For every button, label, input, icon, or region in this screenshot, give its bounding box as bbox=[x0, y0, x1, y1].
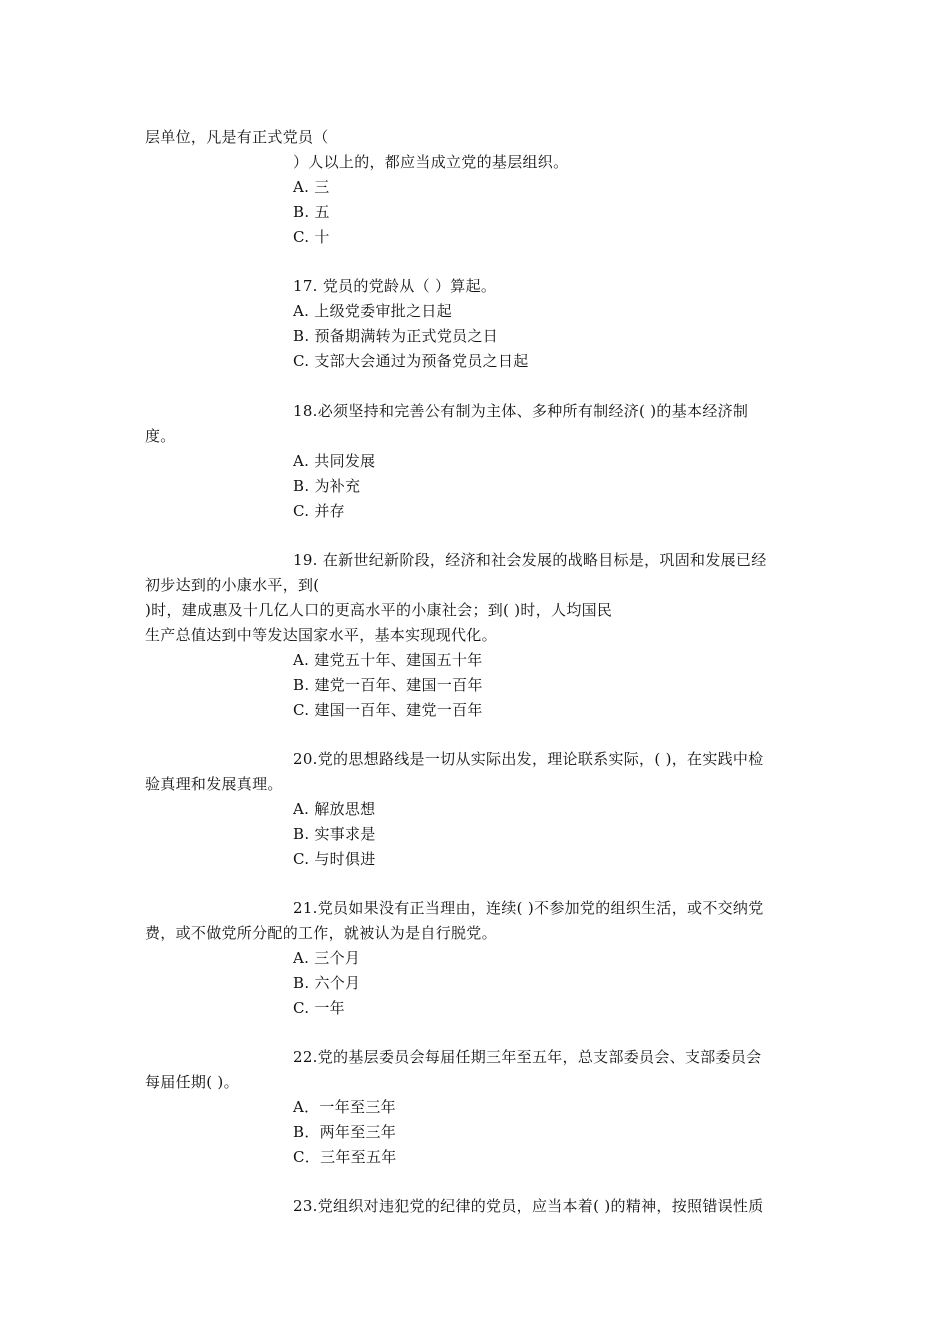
q16-option-b: B. 五 bbox=[293, 203, 330, 221]
q18-option-a: A. 共同发展 bbox=[293, 452, 376, 470]
q19-text-line-3: )时，建成惠及十几亿人口的更高水平的小康社会；到( )时，人均国民 bbox=[145, 601, 613, 619]
q22-option-a: A．一年至三年 bbox=[293, 1098, 396, 1116]
q22-option-c: C．三年至五年 bbox=[293, 1148, 397, 1166]
q22-text-line-1: 22.党的基层委员会每届任期三年至五年，总支部委员会、支部委员会 bbox=[293, 1048, 762, 1066]
q21-option-b: B. 六个月 bbox=[293, 974, 361, 992]
q16-text-line-1: 层单位，凡是有正式党员（ bbox=[145, 128, 329, 146]
q20-option-c: C. 与时俱进 bbox=[293, 850, 376, 868]
q19-option-c: C. 建国一百年、建党一百年 bbox=[293, 701, 483, 719]
q19-text-line-1: 19. 在新世纪新阶段，经济和社会发展的战略目标是，巩固和发展已经 bbox=[293, 551, 767, 569]
q17-option-b: B. 预备期满转为正式党员之日 bbox=[293, 327, 499, 345]
q19-option-a: A. 建党五十年、建国五十年 bbox=[293, 651, 483, 669]
q16-option-a: A. 三 bbox=[293, 178, 330, 196]
q16-option-c: C. 十 bbox=[293, 228, 330, 246]
q20-text-line-1: 20.党的思想路线是一切从实际出发，理论联系实际，( )，在实践中检 bbox=[293, 750, 764, 768]
q20-option-a: A. 解放思想 bbox=[293, 800, 376, 818]
q19-text-line-2: 初步达到的小康水平，到( bbox=[145, 576, 320, 594]
q22-text-line-2: 每届任期( )。 bbox=[145, 1073, 239, 1091]
q21-option-c: C. 一年 bbox=[293, 999, 345, 1017]
q17-option-c: C. 支部大会通过为预备党员之日起 bbox=[293, 352, 529, 370]
q19-text-line-4: 生产总值达到中等发达国家水平，基本实现现代化。 bbox=[145, 626, 497, 644]
q21-option-a: A. 三个月 bbox=[293, 949, 361, 967]
q21-text-line-2: 费，或不做党所分配的工作，就被认为是自行脱党。 bbox=[145, 924, 497, 942]
q21-text-line-1: 21.党员如果没有正当理由，连续( )不参加党的组织生活，或不交纳党 bbox=[293, 899, 764, 917]
q18-option-c: C. 并存 bbox=[293, 502, 345, 520]
q18-text-line-2: 度。 bbox=[145, 427, 176, 445]
q22-option-b: B．两年至三年 bbox=[293, 1123, 397, 1141]
q17-text: 17. 党员的党龄从（ ）算起。 bbox=[293, 277, 497, 295]
q20-text-line-2: 验真理和发展真理。 bbox=[145, 775, 283, 793]
q16-text-line-2: ）人以上的，都应当成立党的基层组织。 bbox=[293, 153, 569, 171]
q20-option-b: B. 实事求是 bbox=[293, 825, 376, 843]
q19-option-b: B. 建党一百年、建国一百年 bbox=[293, 676, 483, 694]
q18-text-line-1: 18.必须坚持和完善公有制为主体、多种所有制经济( )的基本经济制 bbox=[293, 402, 749, 420]
q18-option-b: B. 为补充 bbox=[293, 477, 361, 495]
q23-text-line-1: 23.党组织对违犯党的纪律的党员，应当本着( )的精神，按照错误性质 bbox=[293, 1197, 764, 1215]
q17-option-a: A. 上级党委审批之日起 bbox=[293, 302, 452, 320]
